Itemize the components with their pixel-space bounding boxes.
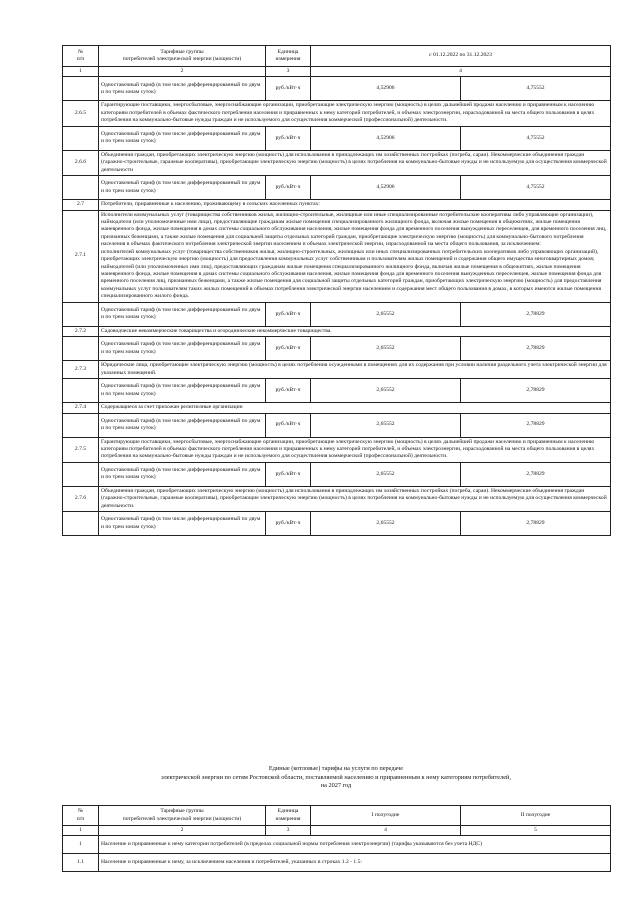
value-2023: 2,78829	[461, 302, 611, 326]
value-2023: 2,78829	[461, 512, 611, 536]
title-line: Единые (котловые) тарифы на услуги по передаче	[268, 765, 404, 772]
row-number-empty	[63, 379, 99, 403]
table-index-row	[63, 826, 611, 836]
row-number-empty	[63, 413, 99, 437]
row-number: 1	[63, 836, 99, 854]
row-number: 2.7.4	[63, 403, 99, 413]
rate-label: Одноставочный тариф (в том числе дифференцированный по двум и по трем зонам суток)	[99, 512, 266, 536]
unit-cell: руб./кВт·ч	[266, 379, 311, 403]
rate-label: Одноставочный тариф (в том числе дифференцированный по двум и по трем зонам суток)	[99, 126, 266, 150]
header-group: Тарифные группы потребителей электрической энергии (мощности)	[99, 806, 266, 826]
table-header-row	[63, 46, 611, 67]
table-row	[63, 361, 611, 379]
value-2022: 2,65552	[311, 462, 461, 486]
row-description: Объединения граждан, приобретающих электрическую энергию (мощность) для использования в принадлежащих им хозяйственных постройках (погреба, сараи). Некоммерческие объединения граждан (гаражно-строительные, гаражные кооперативы), приобретающие электрическую энергию (мощность) в целях потребления на коммунально-бытовые нужды и не используемую для осуществления коммерческой деятельности	[99, 150, 611, 175]
header-num: № п/п	[63, 46, 99, 67]
row-number: 1.1	[63, 854, 99, 872]
value-2022: 4,52906	[311, 77, 461, 101]
value-2023: 4,75552	[461, 126, 611, 150]
index-cell: 4	[311, 67, 611, 77]
unit-cell: руб./кВт·ч	[266, 512, 311, 536]
header-half1: I полугодие	[311, 806, 461, 826]
row-number: 2.7.1	[63, 210, 99, 302]
table-row	[63, 101, 611, 126]
row-number-empty	[63, 337, 99, 361]
tariff-table-2027	[62, 805, 611, 872]
header-half2: II полугодие	[461, 806, 611, 826]
table-row	[63, 337, 611, 361]
rate-label: Одноставочный тариф (в том числе дифференцированный по двум и по трем зонам суток)	[99, 302, 266, 326]
row-number: 2.7.5	[63, 437, 99, 462]
value-2023: 2,78829	[461, 337, 611, 361]
index-cell: 2	[99, 67, 266, 77]
index-cell: 2	[99, 826, 266, 836]
value-2023: 4,75552	[461, 176, 611, 200]
row-number-empty	[63, 302, 99, 326]
table-row	[63, 836, 611, 854]
tariff-table-2023	[62, 45, 611, 536]
unit-cell: руб./кВт·ч	[266, 126, 311, 150]
value-2023: 2,78829	[461, 462, 611, 486]
row-number: 2.6.6	[63, 150, 99, 175]
value-2022: 4,52906	[311, 176, 461, 200]
description-paragraph: наймодателей (или уполномоченных ими лиц), предоставляющих гражданам жилые помещения специализированного жилищного фонда, включая жилые помещения в общежитиях, жилые помещения маневренного фонда, жилые помещения в домах системы социального обслуживания населения, жилые помещения фонда для временного поселения вынужденных переселенцев, жилые помещения фонда для временного поселения лиц, признанных беженцами, а также жилые помещения для социальной защиты отдельных категорий граждан, приобретающих электрическую энергию (мощность) для предоставления коммунальных услуг пользователям таких жилых помещений в объемах потребления электрической энергии населением и содержания мест общего пользования в домах, в которых имеются жилые помещения специализированного жилого фонда.	[101, 263, 602, 300]
value-2023: 2,78829	[461, 379, 611, 403]
value-2022: 2,65552	[311, 413, 461, 437]
row-number-empty	[63, 512, 99, 536]
table-row	[63, 462, 611, 486]
rate-label: Одноставочный тариф (в том числе дифференцированный по двум и по трем зонам суток)	[99, 462, 266, 486]
title-line: электрической энергии по сетям Ростовской области, поставляемой населению и приравненным к нему категориям потребителей,	[161, 773, 511, 781]
table-row	[63, 176, 611, 200]
table-row	[63, 200, 611, 210]
header-group: Тарифные группы потребителей электрической энергии (мощности)	[99, 46, 266, 67]
table2-title	[62, 765, 610, 791]
table-row	[63, 437, 611, 462]
row-number: 2.7.2	[63, 326, 99, 336]
value-2022: 2,65552	[311, 379, 461, 403]
table-row	[63, 413, 611, 437]
row-number: 2.6.5	[63, 101, 99, 126]
rate-label: Одноставочный тариф (в том числе дифференцированный по двум и по трем зонам суток)	[99, 77, 266, 101]
table-index-row	[63, 67, 611, 77]
table-row	[63, 379, 611, 403]
table-row	[63, 126, 611, 150]
unit-cell: руб./кВт·ч	[266, 337, 311, 361]
table-header-row	[63, 806, 611, 826]
value-2023: 4,75552	[461, 77, 611, 101]
index-cell: 3	[266, 826, 311, 836]
rate-label: Одноставочный тариф (в том числе дифференцированный по двум и по трем зонам суток)	[99, 176, 266, 200]
value-2022: 2,65552	[311, 337, 461, 361]
value-2022: 2,65552	[311, 302, 461, 326]
unit-cell: руб./кВт·ч	[266, 77, 311, 101]
row-description: Содержащиеся за счет прихожан религиозные организации	[99, 403, 611, 413]
row-number-empty	[63, 126, 99, 150]
value-2023: 2,78829	[461, 413, 611, 437]
rate-label: Одноставочный тариф (в том числе дифференцированный по двум и по трем зонам суток)	[99, 379, 266, 403]
index-cell: 1	[63, 826, 99, 836]
unit-cell: руб./кВт·ч	[266, 176, 311, 200]
table-row	[63, 326, 611, 336]
unit-cell: руб./кВт·ч	[266, 462, 311, 486]
header-unit: Единица измерения	[266, 806, 311, 826]
index-cell: 4	[311, 826, 461, 836]
row-number: 2.7.3	[63, 361, 99, 379]
row-description: Гарантирующие поставщики, энергосбытовые, энергоснабжающие организации, приобретающие электрическую энергию (мощность) в целях дальнейшей продажи населению и приравненным к населению категориям потребителей в объемах фактического потребления населения и приравненных к нему категорий потребителей, и объемах электроэнергии, израсходованной на места общего пользования в целях потребления на коммунально-бытовые нужды граждан и не используемого для осуществления коммерческой (профессиональной) деятельности.	[99, 101, 611, 126]
header-num: № п/п	[63, 806, 99, 826]
table-row	[63, 512, 611, 536]
rate-label: Одноставочный тариф (в том числе дифференцированный по двум и по трем зонам суток)	[99, 413, 266, 437]
row-number: 2.7.6	[63, 486, 99, 511]
row-description: Объединения граждан, приобретающих электрическую энергию (мощность) для использования в принадлежащих им хозяйственных постройках (погреба, сараи). Некоммерческие объединения граждан (гаражно-строительные, гаражные кооперативы), приобретающие электрическую энергию (мощность) в целях потребления на коммунально-бытовые нужды и не используемую для осуществления коммерческой деятельности.	[99, 486, 611, 511]
row-description: Население и приравненные к нему, за исключением населения и потребителей, указанных в строках 1.2 - 1.5:	[99, 854, 611, 872]
table-row	[63, 302, 611, 326]
description-paragraph: Исполнители коммунальных услуг (товарищества собственников жилья, жилищно-строительные, жилищные или иные специализированные потребительские кооперативы либо управляющие организации), наймодатели (или уполномоченные ими лица), предоставляющие гражданам жилые помещения специализированного жилищного фонда, включая жилые помещения в общежитиях, жилые помещения маневренного фонда, жилые помещения в домах системы социального обслуживания населения, жилые помещения фонда для временного поселения вынужденных переселенцев, для временного поселения лиц, признанных беженцами, а также жилые помещения для социальной защиты отдельных категорий граждан, приобретающие электрическую энергию (мощность) для коммунально-бытового потребления населения в объемах фактического потребления электрической энергии населением и объемах электрической энергии, израсходованной на места общего пользования, за исключением:	[101, 211, 607, 248]
description-paragraph: исполнителей коммунальных услуг (товарищества собственников жилья, жилищно-строительных, жилищных или иных специализированных потребительских кооперативов либо управляющих организаций), приобретающих электрическую энергию (мощность) для предоставления коммунальных услуг собственникам и пользователям жилых помещений и содержания общего имущества многоквартирных домов;	[101, 248, 599, 263]
rate-label: Одноставочный тариф (в том числе дифференцированный по двум и по трем зонам суток)	[99, 337, 266, 361]
index-cell: 1	[63, 67, 99, 77]
table-row	[63, 77, 611, 101]
title-line: на 2027 год	[320, 782, 352, 789]
value-2022: 4,52906	[311, 126, 461, 150]
row-number: 2.7	[63, 200, 99, 210]
row-number-empty	[63, 462, 99, 486]
table-row	[63, 210, 611, 302]
row-description: Потребители, приравненные к населению, проживающему в сельских населенных пунктах:	[99, 200, 611, 210]
row-description: Юридические лица, приобретающие электрическую энергию (мощность) в целях потребления осужденными в помещениях для их содержания при условии наличия раздельного учета электрической энергии для указанных помещений.	[99, 361, 611, 379]
row-description: Гарантирующие поставщики, энергосбытовые, энергоснабжающие организации, приобретающие электрическую энергию (мощность) в целях дальнейшей продажи населению и приравненным к населению категориям потребителей в объемах фактического потребления населения и приравненных к нему категорий потребителей, и объемах электроэнергии, израсходованной на места общего пользования в целях потребления на коммунально-бытовые нужды граждан и не используемого для осуществления коммерческой (профессиональной) деятельности.	[99, 437, 611, 462]
value-2022: 2,65552	[311, 512, 461, 536]
row-number-empty	[63, 176, 99, 200]
row-description: Население и приравненные к нему категории потребителей (в пределах социальной нормы потребления электроэнергии) (тарифы указываются без учета НДС)	[99, 836, 611, 854]
row-description	[99, 210, 611, 302]
table-row	[63, 403, 611, 413]
table-row	[63, 486, 611, 511]
table-row	[63, 150, 611, 175]
row-description: Садоводческие некоммерческие товарищества и огороднические некоммерческие товарищества.	[99, 326, 611, 336]
header-unit: Единица измерения	[266, 46, 311, 67]
unit-cell: руб./кВт·ч	[266, 302, 311, 326]
index-cell: 3	[266, 67, 311, 77]
row-number-empty	[63, 77, 99, 101]
unit-cell: руб./кВт·ч	[266, 413, 311, 437]
header-period: с 01.12.2022 по 31.12.2023	[311, 46, 611, 67]
index-cell: 5	[461, 826, 611, 836]
table-row	[63, 854, 611, 872]
